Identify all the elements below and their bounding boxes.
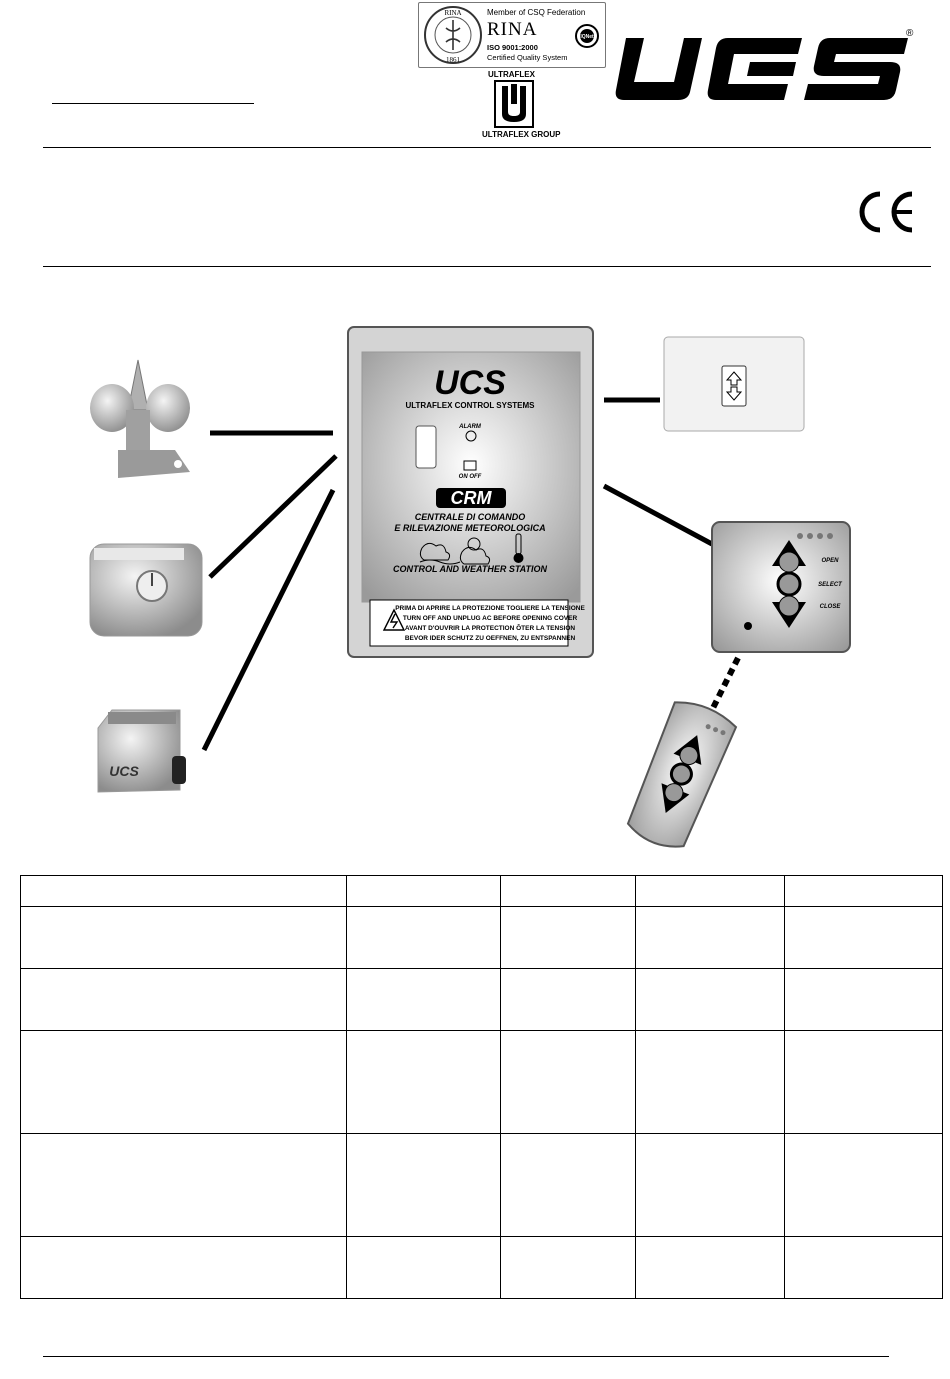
wall-keypad — [712, 522, 850, 652]
footer-rule — [43, 1356, 889, 1357]
table-cell — [785, 907, 943, 969]
table-cell — [347, 907, 501, 969]
table-row — [21, 1031, 943, 1134]
rina-iso: ISO 9001:2000 — [487, 43, 538, 52]
table-cell — [785, 969, 943, 1031]
desc-line-3: CONTROL AND WEATHER STATION — [393, 564, 547, 574]
rina-member-text: Member of CSQ Federation — [487, 8, 586, 17]
table-row — [21, 969, 943, 1031]
table-cell — [501, 1134, 636, 1237]
table-cell — [21, 1237, 347, 1299]
ucs-logo — [612, 30, 912, 110]
model-label: CRM — [450, 488, 492, 508]
table-cell — [21, 1134, 347, 1237]
desc-line-1: CENTRALE DI COMANDO — [414, 512, 526, 522]
table-cell — [21, 876, 347, 907]
table-cell — [636, 1031, 785, 1134]
open-label: OPEN — [821, 558, 839, 564]
table-cell — [347, 1031, 501, 1134]
table-cell — [636, 876, 785, 907]
rina-certification-badge — [418, 2, 606, 68]
table-row — [21, 876, 943, 907]
warning-line-4: BEVOR IDER SCHUTZ ZU OEFFNEN, ZU ENTSPANNEN — [404, 635, 576, 642]
spec-table — [20, 875, 943, 1299]
iqnet-icon — [575, 24, 599, 48]
registered-mark: ® — [906, 28, 914, 39]
close-label: CLOSE — [819, 604, 841, 610]
table-row — [21, 1237, 943, 1299]
control-unit-subtitle: ULTRAFLEX CONTROL SYSTEMS — [405, 401, 535, 410]
table-cell — [785, 876, 943, 907]
svg-text:UCS: UCS — [109, 763, 139, 779]
table-cell — [636, 907, 785, 969]
table-cell — [636, 969, 785, 1031]
control-unit — [348, 327, 593, 657]
wall-switch — [664, 337, 804, 431]
weather-sticker-icon — [416, 426, 436, 468]
table-cell — [501, 907, 636, 969]
select-button[interactable] — [778, 573, 800, 595]
table-cell — [501, 969, 636, 1031]
warning-line-3: AVANT D'OUVRIR LA PROTECTION ÔTER LA TENSION — [404, 625, 576, 632]
desc-line-2: E RILEVAZIONE METEOROLOGICA — [394, 523, 546, 533]
rain-sensor-cable — [204, 490, 333, 750]
table-cell — [501, 1237, 636, 1299]
ultraflex-u-icon — [494, 80, 534, 128]
svg-text:1861: 1861 — [446, 56, 460, 64]
rina-seal-icon — [422, 4, 484, 66]
table-cell — [21, 907, 347, 969]
rina-certified: Certified Quality System — [487, 53, 568, 62]
anemometer-icon — [90, 360, 190, 478]
table-cell — [785, 1237, 943, 1299]
table-cell — [347, 969, 501, 1031]
header-top-rule — [43, 147, 931, 148]
rina-brand: RINA — [487, 19, 538, 40]
warning-line-1: PRIMA DI APRIRE LA PROTEZIONE TOGLIERE LA TENSIONE — [395, 605, 585, 612]
table-cell — [21, 969, 347, 1031]
radio-link — [712, 658, 738, 710]
table-cell — [785, 1134, 943, 1237]
table-cell — [636, 1237, 785, 1299]
control-unit-logo: UCS — [434, 364, 506, 402]
onoff-label: ON OFF — [458, 474, 482, 480]
table-cell — [347, 876, 501, 907]
ce-mark-icon — [852, 190, 916, 234]
warning-line-2: TURN OFF AND UNPLUG AC BEFORE OPENING COVER — [402, 615, 578, 622]
table-cell — [501, 1031, 636, 1134]
table-row — [21, 907, 943, 969]
table-cell — [785, 1031, 943, 1134]
ultraflex-top-label: ULTRAFLEX — [488, 70, 535, 79]
table-cell — [347, 1134, 501, 1237]
ultraflex-logo — [482, 70, 561, 142]
svg-text:RINA: RINA — [444, 9, 462, 17]
thermostat-icon — [90, 544, 202, 636]
table-cell — [347, 1237, 501, 1299]
table-cell — [636, 1134, 785, 1237]
alarm-label: ALARM — [459, 424, 481, 430]
keypad-led — [744, 622, 752, 630]
table-cell — [501, 876, 636, 907]
select-label: SELECT — [818, 582, 842, 588]
remote-control — [623, 696, 739, 855]
table-cell — [21, 1031, 347, 1134]
signature-line — [52, 103, 254, 104]
keypad-cable — [604, 486, 712, 544]
header-bottom-rule — [43, 266, 931, 267]
table-row — [21, 1134, 943, 1237]
ultraflex-bottom-label: ULTRAFLEX GROUP — [482, 130, 561, 139]
system-diagram — [0, 300, 950, 870]
rain-sensor-icon — [98, 710, 186, 792]
svg-text:IQNet: IQNet — [580, 34, 594, 40]
